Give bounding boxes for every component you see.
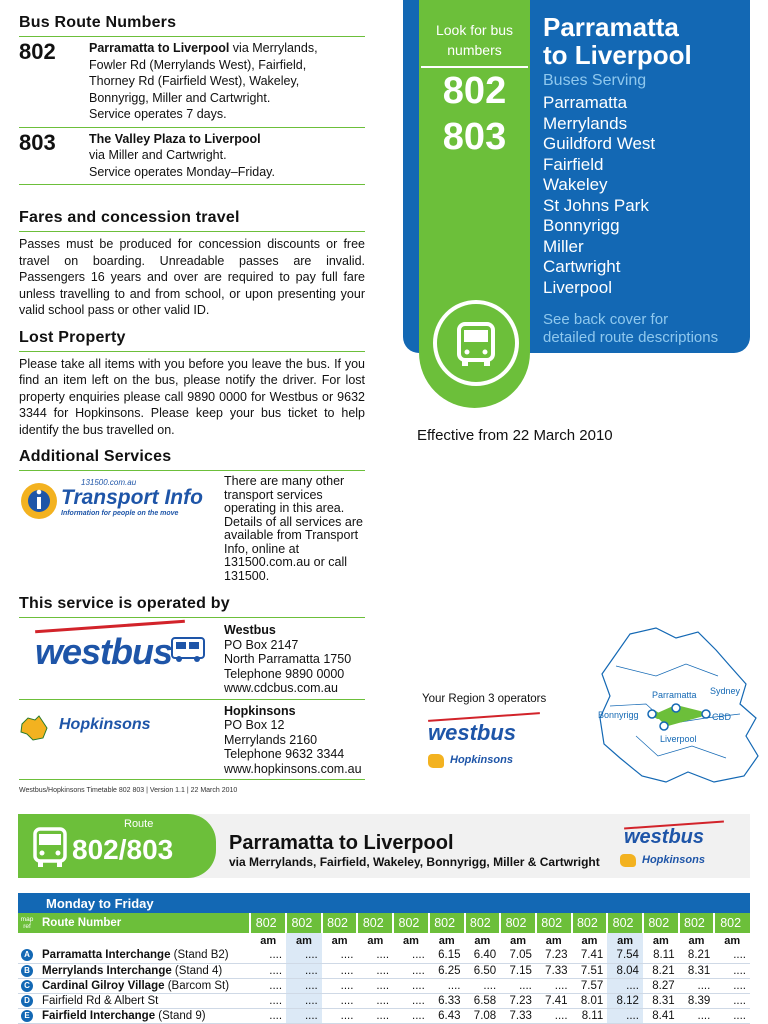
time-cell: ....: [322, 948, 358, 963]
time-cell: ....: [322, 993, 358, 1008]
time-cell: ....: [607, 978, 643, 993]
route-number-large: 802/803: [72, 834, 174, 865]
table-row: [18, 978, 750, 993]
operator-logos-bottom: [624, 824, 736, 872]
stop-detail: (Stand 4): [171, 964, 223, 977]
time-cell: ....: [714, 948, 750, 963]
stop-name-cell: [36, 963, 250, 978]
map-ref-marker: B: [21, 965, 33, 977]
stop-name-cell: [36, 1008, 250, 1023]
time-cell: ....: [322, 1008, 358, 1023]
time-cell: 7.33: [536, 963, 572, 978]
suburb: Bonnyrigg: [543, 216, 620, 235]
australia-map-icon: [428, 754, 444, 768]
svg-text:Liverpool: Liverpool: [660, 734, 697, 744]
australia-map-icon: [19, 714, 49, 742]
additional-text: There are many other transport services operating in this area. Details of all services are available from Transport Info, online at 131500.com.au or call 131500.: [224, 474, 363, 583]
time-cell: ....: [393, 1008, 429, 1023]
route-box: [18, 814, 216, 878]
stop-name: Fairfield Interchange: [42, 1009, 156, 1022]
svg-text:Sydney: Sydney: [710, 686, 741, 696]
day-header: Monday to Friday: [18, 893, 750, 913]
time-cell: 8.21: [679, 948, 715, 963]
time-cell: ....: [679, 1008, 715, 1023]
suburb: St Johns Park: [543, 195, 649, 215]
timetable-subtitle: via Merrylands, Fairfield, Wakeley, Bonnyrigg, Miller & Cartwright: [229, 855, 600, 869]
time-cell: 8.11: [572, 1008, 608, 1023]
australia-map-icon: [620, 854, 636, 867]
suburb: Fairfield: [543, 154, 604, 174]
time-cell: ....: [357, 993, 393, 1008]
time-cell: ....: [286, 978, 322, 993]
table-row: [18, 993, 750, 1008]
time-cell: ....: [286, 948, 322, 963]
time-cell: 6.25: [429, 963, 465, 978]
region-operator-logos: [428, 716, 553, 772]
time-cell: 7.51: [572, 963, 608, 978]
time-cell: 7.33: [500, 1008, 536, 1023]
time-cell: ....: [536, 978, 572, 993]
ampm-row: am am am am am am am am am am am am am am: [260, 934, 741, 947]
lost-property-text: Please take all items with you before you leave the bus. If you find an item left on the bus, please notify the driver. For lost property enquiries please call 9890 0000 for Westbus or 9632 3344 for Hopkinsons. Please keep your bus ticket to help identify the bus travelled on.: [19, 356, 365, 437]
cover-route-803: 803: [442, 116, 507, 158]
logo-tagline: Information for people on the move: [61, 510, 179, 517]
stop-detail: (Barcom St): [164, 979, 230, 992]
time-cell: 6.50: [465, 963, 501, 978]
time-cell: ....: [536, 1008, 572, 1023]
time-cell: ....: [714, 993, 750, 1008]
time-cell: 8.31: [643, 993, 679, 1008]
time-cell: 6.43: [429, 1008, 465, 1023]
suburb: Guildford West: [543, 134, 656, 153]
time-cell: ....: [250, 978, 286, 993]
cover-title: Parramatta to Liverpool: [543, 12, 692, 70]
time-cell: ....: [286, 993, 322, 1008]
stop-name-cell: [36, 993, 250, 1008]
effective-date: Effective from 22 March 2010: [417, 427, 613, 444]
hopkinsons-logo-text: Hopkinsons: [59, 715, 151, 733]
westbus-logo-text: westbus: [35, 631, 173, 672]
suburb-list: [543, 93, 655, 298]
time-cell: 8.12: [607, 993, 643, 1008]
hopkinsons-logo-tiny: Hopkinsons: [642, 854, 705, 866]
time-cell: ....: [250, 963, 286, 978]
time-cell: ....: [357, 1008, 393, 1023]
route-number: 802: [19, 39, 56, 64]
time-cell: ....: [429, 978, 465, 993]
additional-services-heading: Additional Services: [19, 448, 172, 465]
table-row: [18, 1008, 750, 1023]
time-cell: 7.54: [607, 948, 643, 963]
stop-name: Cardinal Gilroy Village: [42, 979, 165, 992]
time-cell: 6.15: [429, 948, 465, 963]
bus-icon: [437, 304, 515, 382]
bus-icon: [32, 826, 68, 870]
region-operators-label: Your Region 3 operators: [422, 693, 547, 705]
route-label: Route: [124, 818, 154, 830]
logo-url: 131500.com.au: [81, 478, 137, 487]
hopkinsons-logo-small: Hopkinsons: [450, 754, 513, 766]
time-cell: ....: [286, 1008, 322, 1023]
time-cell: ....: [357, 963, 393, 978]
time-cell: 8.31: [679, 963, 715, 978]
route-title: The Valley Plaza to Liverpool: [89, 131, 261, 146]
time-cell: 8.27: [643, 978, 679, 993]
time-cell: 7.08: [465, 1008, 501, 1023]
back-cover-note: See back cover for detailed route descriptions: [543, 311, 719, 346]
stop-name: Parramatta Interchange: [42, 949, 171, 962]
suburb: Miller: [543, 236, 584, 256]
stop-name: Fairfield Rd & Albert St: [42, 994, 159, 1007]
time-cell: ....: [393, 948, 429, 963]
time-cell: ....: [465, 978, 501, 993]
timetable-table: [18, 913, 750, 1024]
time-cell: 6.58: [465, 993, 501, 1008]
route-803-row: 803 The Valley Plaza to Liverpool via Miller and Cartwright. Service operates Monday–Friday.: [19, 128, 365, 186]
time-cell: ....: [714, 1008, 750, 1023]
stop-name: Merrylands Interchange: [42, 964, 172, 977]
bus-circle: [433, 300, 519, 386]
map-ref-label: map ref: [18, 913, 36, 933]
route-number-row: map ref Route Number 802 802 802 802 802 802 802 802 802 802 802 802 802 802: [18, 913, 750, 933]
time-cell: ....: [357, 978, 393, 993]
map-ref-marker: D: [21, 995, 33, 1007]
time-cell: 7.41: [572, 948, 608, 963]
fares-heading: Fares and concession travel: [19, 209, 240, 226]
cover-route-802: 802: [442, 70, 507, 112]
time-cell: 7.15: [500, 963, 536, 978]
route-802-row: 802 Parramatta to Liverpool via Merrylands, Fowler Rd (Merrylands West), Fairfield, Thorney Rd (Fairfield West), Wakeley, Bonnyrigg, Miller and Cartwright. Service operates 7 days.: [19, 37, 365, 128]
time-cell: 7.41: [536, 993, 572, 1008]
time-cell: ....: [393, 978, 429, 993]
time-cell: 8.39: [679, 993, 715, 1008]
time-cell: 7.23: [500, 993, 536, 1008]
route-title: Parramatta to Liverpool: [89, 41, 230, 55]
time-cell: 8.21: [643, 963, 679, 978]
time-cell: 8.01: [572, 993, 608, 1008]
time-cell: ....: [714, 963, 750, 978]
time-cell: ....: [714, 978, 750, 993]
route-number: 803: [19, 129, 56, 155]
time-cell: ....: [500, 978, 536, 993]
time-cell: 6.40: [465, 948, 501, 963]
timetable-title: Parramatta to Liverpool: [229, 832, 454, 854]
time-cell: ....: [393, 993, 429, 1008]
suburb: Cartwright: [543, 257, 621, 276]
time-cell: 8.04: [607, 963, 643, 978]
map-ref-marker: A: [21, 949, 33, 961]
time-cell: 8.41: [643, 1008, 679, 1023]
svg-text:Parramatta: Parramatta: [652, 690, 697, 700]
westbus-contact: Westbus PO Box 2147 North Parramatta 1750 Telephone 9890 0000 www.cdcbus.com.au: [224, 623, 352, 695]
table-row: [18, 948, 750, 963]
logo-main: Transport Info: [61, 486, 203, 509]
time-cell: ....: [250, 993, 286, 1008]
map-ref-marker: E: [21, 1010, 33, 1022]
suburb: Wakeley: [543, 175, 608, 194]
time-cell: 7.05: [500, 948, 536, 963]
buses-serving-label: Buses Serving: [543, 72, 647, 89]
footer-note: Westbus/Hopkinsons Timetable 802 803 | Version 1.1 | 22 March 2010: [19, 787, 238, 794]
operators-heading: This service is operated by: [19, 595, 230, 612]
svg-text:CBD: CBD: [712, 712, 732, 722]
time-cell: ....: [250, 1008, 286, 1023]
suburb: Merrylands: [543, 113, 628, 133]
westbus-logo-tiny: westbus: [624, 826, 705, 848]
transport-info-logo: [19, 477, 224, 567]
left-column: [19, 14, 365, 780]
time-cell: ....: [250, 948, 286, 963]
westbus-logo: [19, 623, 224, 693]
route-number-label: Route Number: [36, 913, 250, 933]
time-cell: ....: [322, 963, 358, 978]
fares-text: Passes must be produced for concession discounts or free travel on boarding. Unreadable passes are invalid. Passengers 16 years and over are required to pay full fare unless travelling to and from school, or upon presenting your valid school pass or other valid ID.: [19, 237, 365, 317]
time-cell: ....: [322, 978, 358, 993]
lost-property-heading: Lost Property: [19, 328, 126, 346]
map-ref-marker: C: [21, 980, 33, 992]
stop-rows: [18, 948, 750, 1023]
time-cell: ....: [357, 948, 393, 963]
region-map: [596, 626, 764, 786]
suburb: Parramatta: [543, 93, 628, 112]
stop-name-cell: [36, 948, 250, 963]
time-cell: 7.23: [536, 948, 572, 963]
westbus-logo-small: westbus: [428, 720, 517, 745]
time-cell: 8.11: [643, 948, 679, 963]
stop-detail: (Stand B2): [170, 949, 229, 962]
stop-detail: (Stand 9): [155, 1009, 206, 1022]
time-cell: 6.33: [429, 993, 465, 1008]
bus-number-tab: [419, 0, 530, 408]
time-cell: ....: [679, 978, 715, 993]
time-cell: 7.57: [572, 978, 608, 993]
look-for-label: Look for bus numbers: [435, 22, 514, 58]
suburb: Liverpool: [543, 277, 612, 297]
westbus-bus-icon: [171, 637, 205, 663]
table-row: [18, 963, 750, 978]
hopkinsons-contact: Hopkinsons PO Box 12 Merrylands 2160 Telephone 9632 3344 www.hopkinsons.com.au: [224, 703, 362, 776]
stop-name-cell: [36, 978, 250, 993]
time-cell: ....: [393, 963, 429, 978]
time-cell: ....: [607, 1008, 643, 1023]
hopkinsons-logo: [19, 704, 224, 774]
svg-text:Bonnyrigg: Bonnyrigg: [598, 710, 639, 720]
time-cell: ....: [286, 963, 322, 978]
route-numbers-heading: Bus Route Numbers: [19, 14, 177, 31]
